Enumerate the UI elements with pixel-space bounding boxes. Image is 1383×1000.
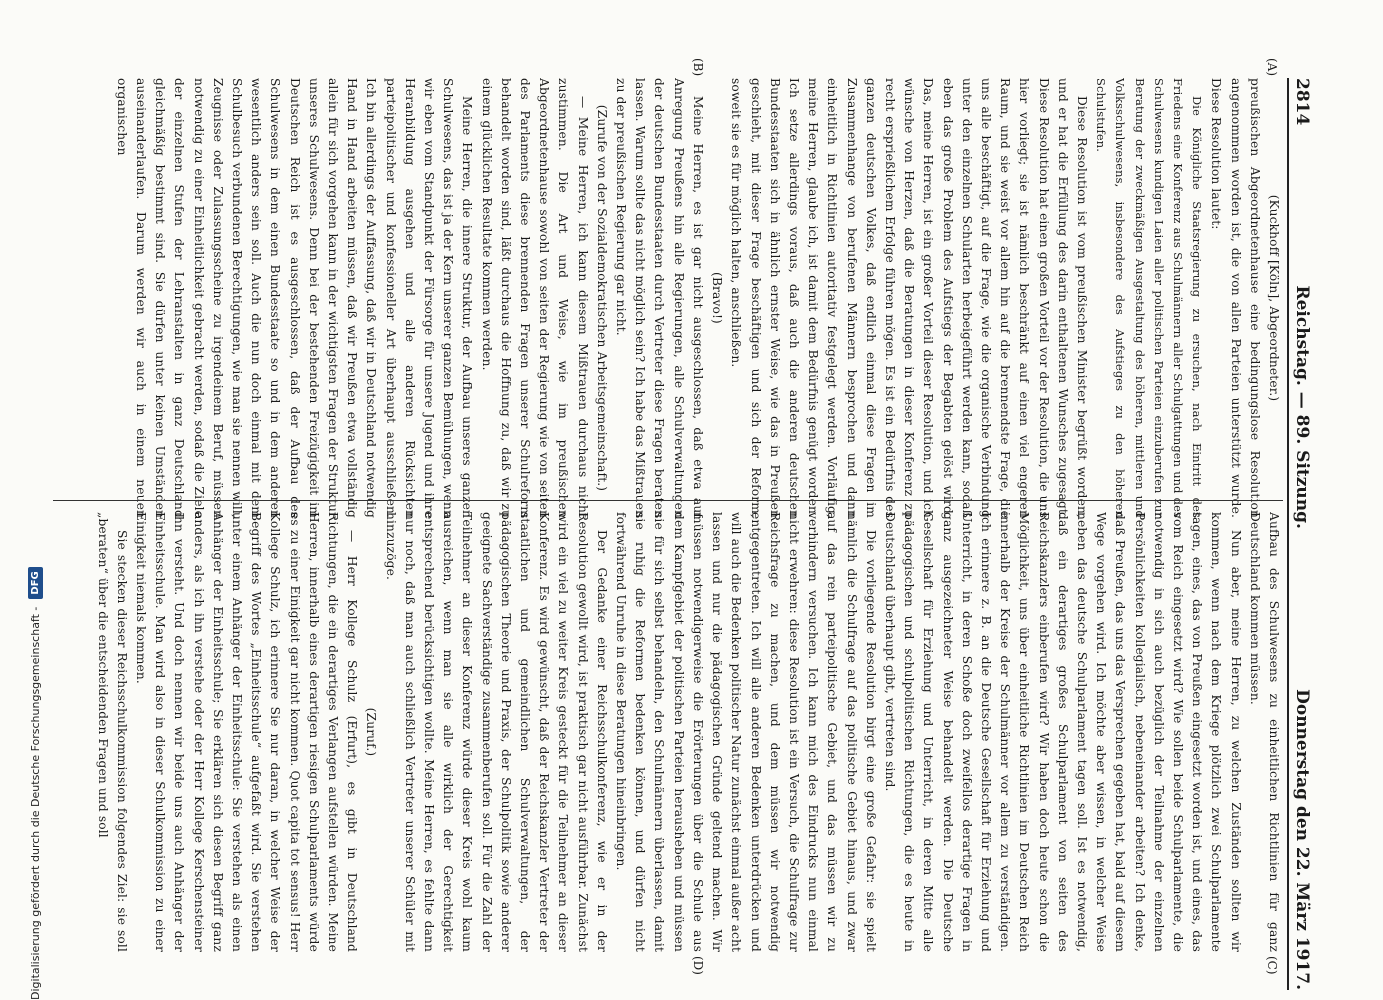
funding-note: Digitalisierung gefördert durch die Deutsche Forschungsgemeinschaft -: [28, 606, 42, 1000]
session-title: Reichstag. — 89. Sitzung.: [1292, 285, 1312, 529]
paragraph: Nun aber, meine Herren, zu welchen Zuständen sollten wir kommen, wenn nach dem Kriege plötzlich zwei Schulparlamente tagen, eines, das von Preußen eingesetzt worden ist, und eines, das vom Reich eingesetzt wird? Wie sollen beide Schulparlamente, die notwendig in sich auch bezüglich der Teilnahme der einzelnen Persönlichkeiten kollegialisch, nebeneinander arbeiten? Ich denke, daß Preußen, das uns das Versprechen gegeben hat, bald auf diesem Wege vorgehen wird. Ich möchte aber wissen, in welcher Weise neben das deutsche Schulparlament tagen soll. Ist es notwendig, daß ein derartiges großes Schulparlament von seiten des Reichskanzlers einberufen wird? Wir haben doch heute schon die Möglichkeit, uns über einheitliche Richtlinien im Deutschen Reich innerhalb der Kreise der Schulmänner vor allem zu verständigen. Ich erinnere z. B. an die Deutsche Gesellschaft für Erziehung und Unterricht, in deren Schoße doch zweifellos derartige Fragen in ganz ausgezeichneter Weise behandelt werden. Die Deutsche Gesellschaft für Erziehung und Unterricht, in deren Mitte alle pädagogischen und schulpolitischen Richtungen, die es heute in Deutschland überhaupt gibt, vertreten sind.: [882, 512, 1243, 952]
quoted-resolution: Die Königliche Staatsregierung zu ersuchen, nach Eintritt des Friedens eine Konferenz aus Schulmännern aller Schulgattungen und des Schulwesens kundigen Laien aller politischen Parteien einzuberufen zur Beratung der zweckmäßigen Ausgestaltung des höheren, mittleren und Volksschulwesens, insbesondere des Aufstieges zu den höheren Schulstufen.: [1094, 78, 1205, 518]
paragraph: Meine Herren, es ist gar nicht ausgeschlossen, daß etwa auf Anregung Preußens hin alle Regierungen, alle Schulverwaltungen der deutschen Bundesstaaten durch Vertreter diese Fragen beraten lassen. Warum sollte das nicht möglich sein? Ich habe das Mißtrauen zu der preußischen Regierung gar nicht.: [614, 78, 705, 518]
paragraph: Die vorliegende Resolution birgt eine große Gefahr: sie spielt nämlich die Schulfrage auf das politische Gebiet hinaus, und zwar auf das rein parteipolitische Gebiet, und das müssen wir zu verhindern versuchen. Ich kann mich des Eindrucks nun einmal nicht erwehren: diese Resolution ist ein Versuch, die Schulfrage zur Reichsfrage zu machen, und dem müssen wir notwendig entgegentreten. Ich will alle anderen Bedenken unterdrücken und will auch die Bedenken politischer Natur zunächst einmal außer acht lassen und nur die pädagogischen Gründe geltend machen. Wir müssen notwendigerweise die Erörterungen über die Schule aus dem Kampfgebiet der politischen Parteien herausheben und müssen sie für sich selbst behandeln, den Schulmännern überlassen, damit sie ruhig die Reformen bedenken können, und dürfen nicht fortwährend Unruhe in diese Beratungen hineinbringen.: [614, 512, 878, 952]
paragraph: — Herr Kollege Schulz (Erfurt), es gibt in Deutschland Richtungen, die ein derartiges Verlangen aufstellen würden. Meine Herren, innerhalb eines derartigen riesigen Schulparlaments würde es zu einer Einigkeit gar nicht kommen. Quot capita tot sensus! Herr Kollege Schulz, ich erinnere Sie nur daran, in welcher Weise der Begriff des Wortes „Einheitsschule“ aufgefaßt wird. Sie verstehen unter einem Anhänger der Einheitsschule: Sie verstehen als einen Anhänger der Einheitsschule; Sie erklären sich diesen Begriff ganz anders, als ich ihn verstehe oder der Herr Kollege Kerschensteiner ihn versteht. Und doch nennen wir beide uns auch Anhänger der Einheitsschule. Man wird also in dieser Schulkommission zu einer Einigkeit niemals kommen.: [134, 512, 360, 952]
column-divider: [53, 500, 1283, 501]
paragraph: Aufbau des Schulwesens zu einheitlichen Richtlinien für ganz Deutschland kommen müssen.: [1247, 512, 1281, 952]
page-header: [1287, 78, 1315, 990]
paragraph: Sie stecken dieser Reichsschulkommission folgendes Ziel: sie soll „beraten“ über die entscheidenden Fragen und soll: [95, 512, 129, 952]
right-column: [53, 512, 1283, 952]
paragraph: Meine Herren, die innere Struktur, der Aufbau unseres ganzen Schulwesens, das ist ja der Kern unserer ganzen Bemühungen, wenn wir eben vom Standpunkt der Fürsorge für unsere Jugend und ihre Heranbildung ausgehen und alle anderen Rücksichten parteipolitischer und konfessioneller Art überhaupt ausschließen. Ich bin allerdings der Auffassung, daß wir in Deutschland notwendig Hand in Hand arbeiten müssen, daß wir Preußen etwa vollständig allein für sich vorgehen kann in der wichtigsten Fragen der Struktur unseres Schulwesens. Denn bei der bestehenden Freizügigkeit im Deutschen Reich ist es ausgeschlossen, daß der Aufbau des Schulwesens in dem einen Bundesstaate so und in dem anderen wesentlich anders sein soll. Auch die nun doch einmal mit dem Schulbesuch verbundenen Berechtigungen, wie man sie nennen will, Zeugnisse oder Zulassungsscheine zu irgendeinem Beruf, müssen notwendig zu einer Einheitlichkeit gebracht werden, sodaß die Ziele der einzelnen Stufen der Lehranstalten in ganz Deutschland gleichmäßig bestimmt sind. Sie dürfen unter keinen Umständen auseinanderlaufen. Darum werden wir auch in einem neuen organischen: [114, 78, 475, 518]
speaker-intro: (Kuckhoff [Köln], Abgeordneter.): [1267, 194, 1281, 402]
paragraph: preußischen Abgeordnetenhause eine bedingungslose Resolution angenommen worden ist, die von allen Parteien unterstützt wurde. Diese Resolution lautet:: [1209, 78, 1262, 518]
margin-letter-d: (D): [691, 956, 705, 975]
margin-letter-c: (C): [1265, 956, 1279, 975]
margin-letter-a: (A): [1265, 58, 1279, 77]
interjection: (Bravo!): [710, 272, 725, 324]
interjection: (Zuruf.): [364, 707, 379, 757]
margin-letter-b: (B): [691, 58, 705, 77]
paragraph: — Meine Herren, ich kann diesem Mißtrauen durchaus nicht zustimmen. Die Art und Weise, wie im preußischen Abgeordnetenhause sowohl von seiten der Regierung wie von seiten des Parlaments diese brennenden Fragen unserer Schulreform behandelt worden sind, läßt durchaus die Hoffnung zu, daß wir zu einem glücklichen Resultate kommen werden.: [479, 78, 590, 518]
paragraph: Diese Resolution ist vom preußischen Minister begrüßt worden, und er hat die Erfüllung des darin enthaltenen Wunsches zugesagt. Diese Resolution hat einen großen Vorteil vor der Resolution, die uns hier vorliegt; sie ist nämlich beschränkt auf einen viel engeren Raum, und sie weist vor allem hin auf die brennendste Frage, die uns alle beschäftigt, auf die Frage, wie die organische Verbindung unter den einzelnen Schularten herbeigeführt werden kann, sodaß eben das große Problem des Aufstiegs der Begabten gelöst wird. Das, meine Herren, ist ein großer Vorteil dieser Resolution, und ich wünsche von Herzen, daß die Beratungen in dieser Konferenz zu recht ersprießlichem Erfolge führen mögen. Es ist ein Bedürfnis des ganzen deutschen Volkes, daß endlich einmal diese Fragen im Zusammenhange von berufenen Männern besprochen und dann einheitlich in Richtlinien autoritativ festgelegt werden. Vorläufig, meine Herren, glaube ich, ist damit dem Bedürfnis genügt worden. Ich setze allerdings voraus, daß auch die anderen deutschen Bundesstaaten sich in ähnlich ernster Weise, wie das in Preußen geschieht, mit dieser Frage beschäftigen und sich der Reform, soweit sie es für möglich halten, anschließen.: [729, 78, 1089, 518]
dfg-logo-icon: DFG: [28, 567, 43, 598]
page-number: 2814: [1292, 78, 1312, 126]
session-date: Donnerstag den 22. März 1917.: [1292, 689, 1312, 990]
paragraph: Der Gedanke einer Reichsschulkonferenz, wie er in der Resolution gewollt wird, ist praktisch gar nicht ausführbar. Zunächst wird ein viel zu weiter Kreis gesteckt für die Teilnehmer an dieser Konferenz. Es wird gewünscht, daß der Reichskanzler Vertreter der staatlichen und gemeindlichen Schulverwaltungen, der pädagogischen Theorie und Praxis, der Schulpolitik sowie anderer geeignete Sachverständige zusammenberufen soll. Für die Zahl der Teilnehmer an dieser Konferenz würde dieser Kreis wohl kaum ausreichen, wenn man sie alle wirklich der Gerechtigkeit entsprechend berücksichtigen wollte. Meine Herren, es fehlte dann nur noch, daß man auch schließlich Vertreter unserer Schüler mit hinzuzöge.: [383, 512, 609, 952]
left-column: [53, 78, 1283, 518]
digitization-note: [22, 0, 48, 1000]
interjection: (Zurufe von der Sozialdemokratischen Arbeitsgemeinschaft.): [594, 104, 609, 492]
